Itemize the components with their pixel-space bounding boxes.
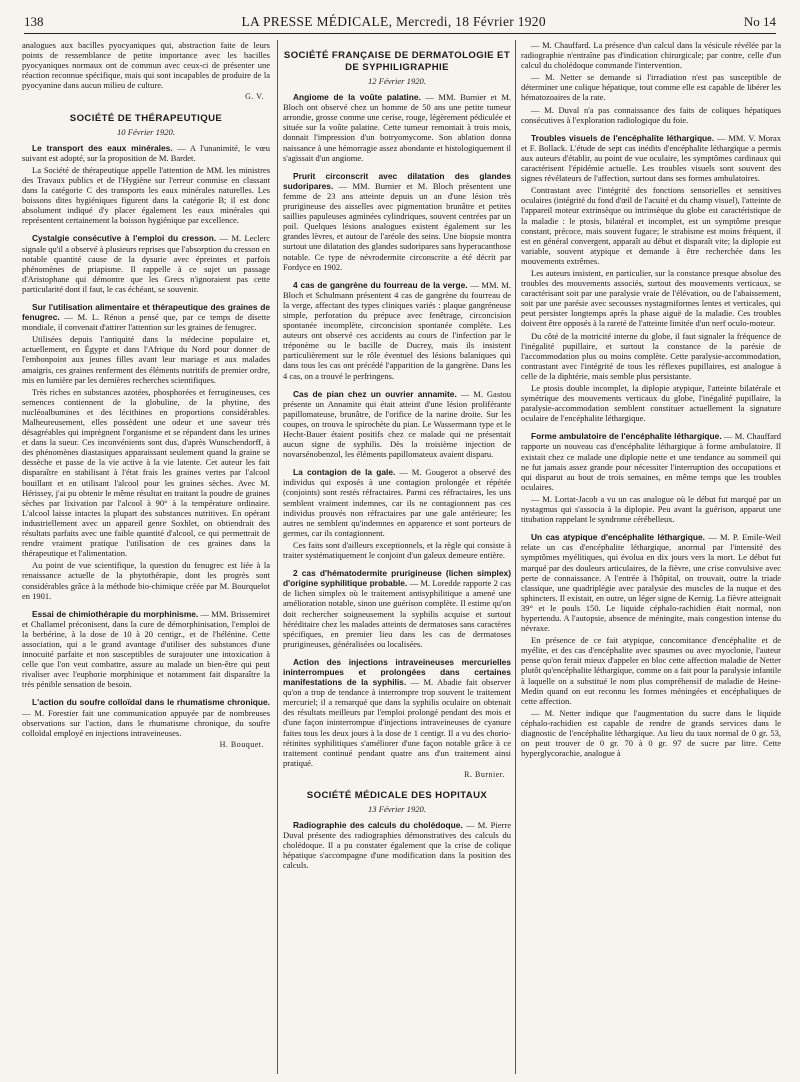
article-text: — M. Gougerot a observé des individus qui exposés à une contagion prolongée et répétée (conjoints) sont restés réfractaires. Parmi ces réfractaires, les uns semblent vraiment indemnes, car ils ne contagionnent pas ces individus prouvés non réfractaires par une gale antérieure; les autres ne semblent qu'indemnes en apparence et sont porteurs de germes, car ils contagionnent. <box>283 467 511 538</box>
article-text: — A l'unanimité, le vœu suivant est adopté, sur la proposition de M. Bardet. <box>22 142 270 163</box>
page-number: 138 <box>24 14 44 29</box>
paragraph: — M. Chauffard. La présence d'un calcul dans la vésicule révélée par la radiographie n'entraîne pas d'indication chirurgicale; par contre, celle d'un calcul du cholédoque commande l'intervention. <box>521 40 781 71</box>
column-rule <box>515 40 516 1074</box>
signature: R. Burnier. <box>464 769 505 779</box>
article-title: Radiographie des calculs du cholédoque. <box>293 820 463 831</box>
article-title: Cas de pian chez un ouvrier annamite. <box>293 388 457 399</box>
paragraph: — M. Lortat-Jacob a vu un cas analogue où le début fut marqué par un nystagmus qui s'associa à la diplopie. Peu avant la guérison, apparut une titubation rappelant le syndrome cérébelleux. <box>521 493 781 525</box>
column-1 <box>22 40 270 1076</box>
article-text: — MM. Brissemiret et Challamel préconisent, dans la cure de démorphinisation, l'emploi de la berbérine, à la dose de 10 à 20 centigr., et de l'hélénine. Cette association, qui a le grand avantage d'utiliser des substances d'une innocuité parfaite et non susceptibles de surajouter une intoxication à celle que l'on veut combattre, assure au malade un bien-être qui peut rivaliser avec l'euphorie morphinique et notamment fait disparaître la très pénible sensation de besoin. <box>22 608 270 690</box>
article-text: — M. P. Emile-Weil relate un cas d'encéphalite léthargique, anormal par l'intensité des symptômes myélitiques, qui évolua en dix jours vers la mort. Le début fut marqué par des douleurs articulaires, de la fièvre, une crise convulsive avec perte de connaissance. A l'entrée à l'hôpital, on trouvait, outre la triade classique, une quadriplégie avec paralysie des muscles de la nuque et des sphincters. Il existait, en outre, un léger signe de Kernig. La fièvre atteignait 39° et le pouls 150. Le liquide céphalo-rachidien était normal, non hypertendu. A l'autopsie, absence de méningite, mais congestion intense du névraxe. <box>521 532 781 634</box>
article <box>22 697 270 737</box>
article-text: — M. Gastou présente un Annamite qui était atteint d'une lésion proliférante papillomateuse, brunâtre, de l'orifice de la narine droite. Sur les coupes, on trouva le spirochète du pian. Le Wassermann type et le Hecht-Bauer étaient positifs chez ce malade qui ne présentait aucun signe de syphilis. Dès la troisième injection de novarsénobenzol, les éléments papillomateux avaient disparu. <box>283 388 511 460</box>
article <box>22 143 270 163</box>
column-3 <box>521 40 781 1076</box>
signature: H. Bouquet. <box>219 739 264 749</box>
paragraph: — M. Netter indique que l'augmentation du sucre dans le liquide céphalo-rachidien est capable de rendre de grands services dans le diagnostic de l'encéphalite léthargique. Au lieu du taux normal de 0 gr. 53, on peut trouver de 0 gr. 70 à 0 gr. 97 de sucre par litre. Cette hyperglycorachie, analogue à <box>521 707 781 759</box>
article-title: Le transport des eaux minérales. <box>32 142 173 153</box>
section-title: SOCIÉTÉ FRANÇAISE DE DERMATOLOGIE ET DE SYPHILIGRAPHIE <box>283 50 511 73</box>
paragraph: analogues aux bacilles pyocyaniques qui, abstraction faite de leurs points de ressemblance de petite importance avec les bacilles pyocyaniques normaux ont de commun avec ceux-ci de présenter une réaction reconnue spécifique, mais qui sont incapables de produire de la pyocyanine dans aucun milieu de culture. <box>22 40 270 91</box>
article <box>283 820 511 870</box>
article-title: 4 cas de gangrène du fourreau de la verge. <box>293 279 468 290</box>
article-title: La contagion de la gale. <box>293 467 396 478</box>
article-title: L'action du soufre colloïdal dans le rhumatisme chronique. <box>32 697 270 708</box>
article-title: Essai de chimiothérapie du morphinisme. <box>32 608 199 619</box>
article <box>22 302 270 332</box>
article <box>521 532 781 633</box>
section-date: 12 Février 1920. <box>368 76 426 86</box>
paragraph: Utilisées depuis l'antiquité dans la médecine populaire et, actuellement, en Égypte et dans l'Afrique du Nord pour donner de l'embonpoint aux jeunes filles avant leur mariage et aux malades amaigris, ces graines renferment des éléments nutritifs de premier ordre, mis en lumière par les dernières recherches scientifiques. <box>22 334 270 385</box>
article-text: — MM. V. Morax et F. Bollack. L'étude de sept cas inédits d'encéphalite léthargique a permis aux auteurs d'établir, au point de vue oculaire, les symptômes cardinaux qui caractérisent l'épidémie actuelle. Les troubles visuels sont souvent des signes révélateurs de l'affection, surtout dans ses formes ambulatoires. <box>521 132 781 184</box>
article-text: — M. Abadie fait observer qu'on a trop de tendance à interrompre trop souvent le traitement mercuriel; il a remarqué que dans la syphilis oculaire on obtenait des résultats meilleurs par l'emploi prolongé pendant des mois et d'une façon ininterrompue d'injections intraveineuses de cyanure faites tous les deux jours à la dose de 1 centigr. Il a vu des chorio-rétinites syphilitiques s'améliorer d'une façon notable grâce à ce traitement continué pendant quatre ans d'un traitement ainsi pratiqué. <box>283 677 511 768</box>
paragraph: Ces faits sont d'ailleurs exceptionnels, et la règle qui consiste à traiter systématiquement le conjoint d'un galeux demeure entière. <box>283 539 511 561</box>
article <box>283 467 511 538</box>
article-text: — MM. M. Bloch et Schulmann présentent 4 cas de gangrène du fourreau de la verge, affectant des types cliniques variés : plaque gangréneuse simple, perforation du prépuce avec fenêtrage, circoncision spontanée incomplète, circoncision spontanée complète. Les auteurs ont observé ces accidents au cours de l'infection par le tréponème ou le bacille de Ducrey, mais ils insistent particulièrement sur le rôle éventuel des lésions balaniques qui dans tous les cas ont précédé l'apparition de la gangrène. Dans les 4 cas, on a trouvé le perfringens. <box>283 279 511 381</box>
column-rule <box>277 40 278 1074</box>
paragraph: Au point de vue scientifique, la question du fenugrec est liée à la renaissance actuelle de la phytothérapie, dont les progrès sont considérables grâce à la méthode bio-chimique créée par M. Bourquelot en 1901. <box>22 560 270 601</box>
paragraph: Très riches en substances azotées, phosphorées et ferrugineuses, ces semences contiennent de la globuline, de la phytine, des nucléoalbumines et des lécithines en proportions considérables. Malheureusement, elles possèdent une odeur et une saveur très désagréables qui imprègnent l'organisme et se répandent dans les urines et dans la sueur. Ces inconvénients sont dus, d'après Wunschendorff, à des phénomènes diastasiques apparaissant seulement quand la graine se dessèche et passe de la vie active à la vie latente. Cet auteur les fait disparaître en stabilisant à l'état frais les graines vertes par l'alcool bouillant et en utilisant l'alcool pour les graines sèches. Avec M. Hérissey, j'ai pu obtenir le même résultat en traitant la poudre de graines sèches par lixivation par l'alcool à 90° à la température ordinaire. L'alcool laisse intactes la plupart des substances nutritives. En opérant industriellement avec un appareil genre Soxhlet, on obtiendrait des résultats parfaits avec une faible quantité d'alcool, ce qui permettrait de rendre vraiment pratique l'utilisation de ces graines dans la thérapeutique et l'alimentation. <box>22 386 270 559</box>
article-text: — M. Forestier fait une communication appuyée par de nombreuses observations sur l'action, dans le rhumatisme chronique, du soufre colloïdal employé en injections intraveineuses. <box>22 707 270 738</box>
article-text: — M. Chauffard rapporte un nouveau cas d'encéphalite léthargique à forme ambulatoire. Il existait chez ce malade une diplopie nette et une tendance au sommeil qui ne fut jamais assez grande pour nécessiter l'interruption des occupations et qui disparut au bout de trois semaines, en même temps que les troubles oculaires. <box>521 431 781 492</box>
article-title: Action des injections intraveineuses mercurielles ininterrompues et prolongées dans certaines manifestations de la syphilis. <box>283 656 511 688</box>
article-title: Forme ambulatoire de l'encéphalite léthargique. <box>531 431 722 442</box>
article <box>521 431 781 492</box>
article-title: Angiome de la voûte palatine. <box>293 92 421 103</box>
article <box>22 233 270 294</box>
article-text: — MM. Burnier et M. Bloch présentent une femme de 23 ans atteinte depuis un an d'une lésion très prurigineuse des aisselles avec pigmentation brunâtre et petites saillies papuleuses agminées cylindriques, souvent centrées par un poil. Quelques lésions analogues existent également sur les grandes lèvres, et autour de l'aréole des seins. Une biopsie montra surtout une dilatation des glandes sudoripares sans hyperacanthose notable. Ce type de névrodermite circonscrite a été décrit par Fordyce en 1902. <box>283 180 511 272</box>
paragraph: En présence de ce fait atypique, concomitance d'encéphalite et de myélite, et des cas d'encéphalite avec spasmes ou avec myoclonie, l'auteur pense qu'on ferait mieux d'appeler en bloc cette affection maladie de Netter plutôt qu'encéphalite léthargique, comme on a fait pour la paralysie infantile à laquelle on a substitué le nom plus compréhensif de maladie de Heine-Medin quand on eut reconnu les formes méningées et encéphaliques de cette affection. <box>521 635 781 706</box>
section-title: SOCIÉTÉ DE THÉRAPEUTIQUE <box>69 112 223 124</box>
article-text: — MM. Burnier et M. Bloch ont observé chez un homme de 50 ans une petite tumeur arrondie, grosse comme une cerise, rouge, légèrement pédiculée et située sur la voûte palatine. Cette tumeur remontait à trois mois, donnait l'impression d'un botryomycome. Son ablation donna naissance à une hémorragie assez abondante et histologiquement il s'agissait d'un angiome. <box>283 92 511 163</box>
article-title: Troubles visuels de l'encéphalite léthargique. <box>531 132 715 143</box>
article <box>283 171 511 272</box>
article <box>22 609 270 690</box>
article-title: Cystalgie consécutive à l'emploi du cresson. <box>32 233 217 244</box>
article-title: Prurit circonscrit avec dilatation des glandes sudoripares. <box>283 170 511 191</box>
article-title: 2 cas d'hématodermite prurigineuse (lichen simplex) d'origine syphilitique probable. <box>283 568 511 589</box>
signature: G. V. <box>245 92 264 102</box>
article <box>283 657 511 768</box>
article <box>283 92 511 163</box>
paragraph: Contrastant avec l'intégrité des fonctions sensorielles et sensitives oculaires (intégrité du fond d'œil de l'acuité et du champ visuel), l'atteinte de l'appareil moteur extrinsèque ou intrinsèque du globe est caractéristique de la maladie : le ptosis, bilatéral et incomplet, est un symptôme presque constant, précoce, mais souvent fugace; le strabisme est moins fréquent, il est en général convergent, apparaît au début et disparaît vite; la diplopie est variable, souvent atypique et demande à être recherchée dans les mouvements extrêmes. <box>521 185 781 266</box>
paragraph: Les auteurs insistent, en particulier, sur la constance presque absolue des troubles des mouvements associés, surtout des mouvements verticaux, se caractérisant soit par une paralysie vraie de l'élévation, ou de l'abaissement, soit par une parésie avec secousses nystagmiformes lentes et verticales, qui peut persister longtemps après la phase aiguë de la maladie. Ces troubles doivent être opposés à la rareté de l'atteinte limitée d'un nerf oculo-moteur. <box>521 267 781 329</box>
article-title: Un cas atypique d'encéphalite léthargique. <box>531 532 705 543</box>
paragraph: Le ptosis double incomplet, la diplopie atypique, l'atteinte bilatérale et symétrique des mouvements verticaux du globe, l'inégalité pupillaire, la paralysie-accommodation semblent constituer actuellement la signature oculaire de l'encéphalite léthargique. <box>521 383 781 424</box>
article <box>283 280 511 381</box>
article-text: — M. Leclerc signale qu'il a observé à plusieurs reprises que l'absorption du cresson en notable quantité cause de la dysurie avec épreintes et parfois phénomènes de priapisme. Il rappelle à ce sujet un passage d'Aristophane qui démontre que les Grecs n'ignoraient pas cette particularité dont il faut, le cas échéant, se souvenir. <box>22 233 270 294</box>
issue-number: No 14 <box>743 14 776 29</box>
journal-title: LA PRESSE MÉDICALE, Mercredi, 18 Février 1920 <box>241 14 546 29</box>
page-header <box>24 4 776 34</box>
article-title: Sur l'utilisation alimentaire et thérapeutique des graines de fenugrec. <box>22 301 270 323</box>
article-text: — M. Pierre Duval présente des radiographies démonstratives des calculs du cholédoque. Il a pu constater également que la crise de colique hépatique s'accompagne d'une modification dans la position des calculs. <box>283 820 511 871</box>
article-text: — M. Loredde rapporte 2 cas de lichen simplex où le traitement antisyphilitique a amené une amélioration notable, sinon une guérison complète. Il estime qu'on doit rechercher soigneusement la syphilis acquise et surtout héréditaire chez les malades atteints de dermatoses sans caractères spécifiques, en premier lieu dans les cas de dermatoses prurigineuses, généralisées ou localisées. <box>283 578 511 649</box>
paragraph: Du côté de la motricité interne du globe, il faut signaler la fréquence de l'inégalité pupillaire, et surtout la constance de la parésie de l'accommodation plus ou moins complète. Cette paralysie-accommodation, contrastant avec l'intégrité de tous les réflexes pupillaires, est analogue à celle de la diphtérie, mais semble plus persistante. <box>521 330 781 381</box>
paragraph: La Société de thérapeutique appelle l'attention de MM. les ministres des Travaux publics et de l'Hygiène sur l'erreur commise en classant dans la catégorie C des transports les eaux minérales naturelles. Les boissons dites hygiéniques figurent dans la catégorie B; il est donc absolument indiqué d'y placer également les eaux minérales qui représentent certainement la boisson hygiénique par excellence. <box>22 164 270 226</box>
column-2 <box>283 40 511 1076</box>
section-date: 10 Février 1920. <box>117 126 175 137</box>
section-title: SOCIÉTÉ MÉDICALE DES HOPITAUX <box>306 790 488 801</box>
article <box>283 568 511 649</box>
paragraph: — M. Duval n'a pas connaissance des faits de coliques hépatiques consécutives à l'exploration radiologique du foie. <box>521 104 781 125</box>
section-date: 13 Février 1920. <box>368 804 426 814</box>
paragraph: — M. Netter se demande si l'irradiation n'est pas susceptible de déterminer une colique hépatique, tout comme elle est capable de libérer les hématozoaires de la rate. <box>521 72 781 103</box>
article <box>521 133 781 183</box>
article <box>283 389 511 460</box>
article-text: — M. L. Rénon a pensé que, par ce temps de disette mondiale, il convenait d'attirer l'attention sur les graines de fenugrec. <box>22 312 270 333</box>
